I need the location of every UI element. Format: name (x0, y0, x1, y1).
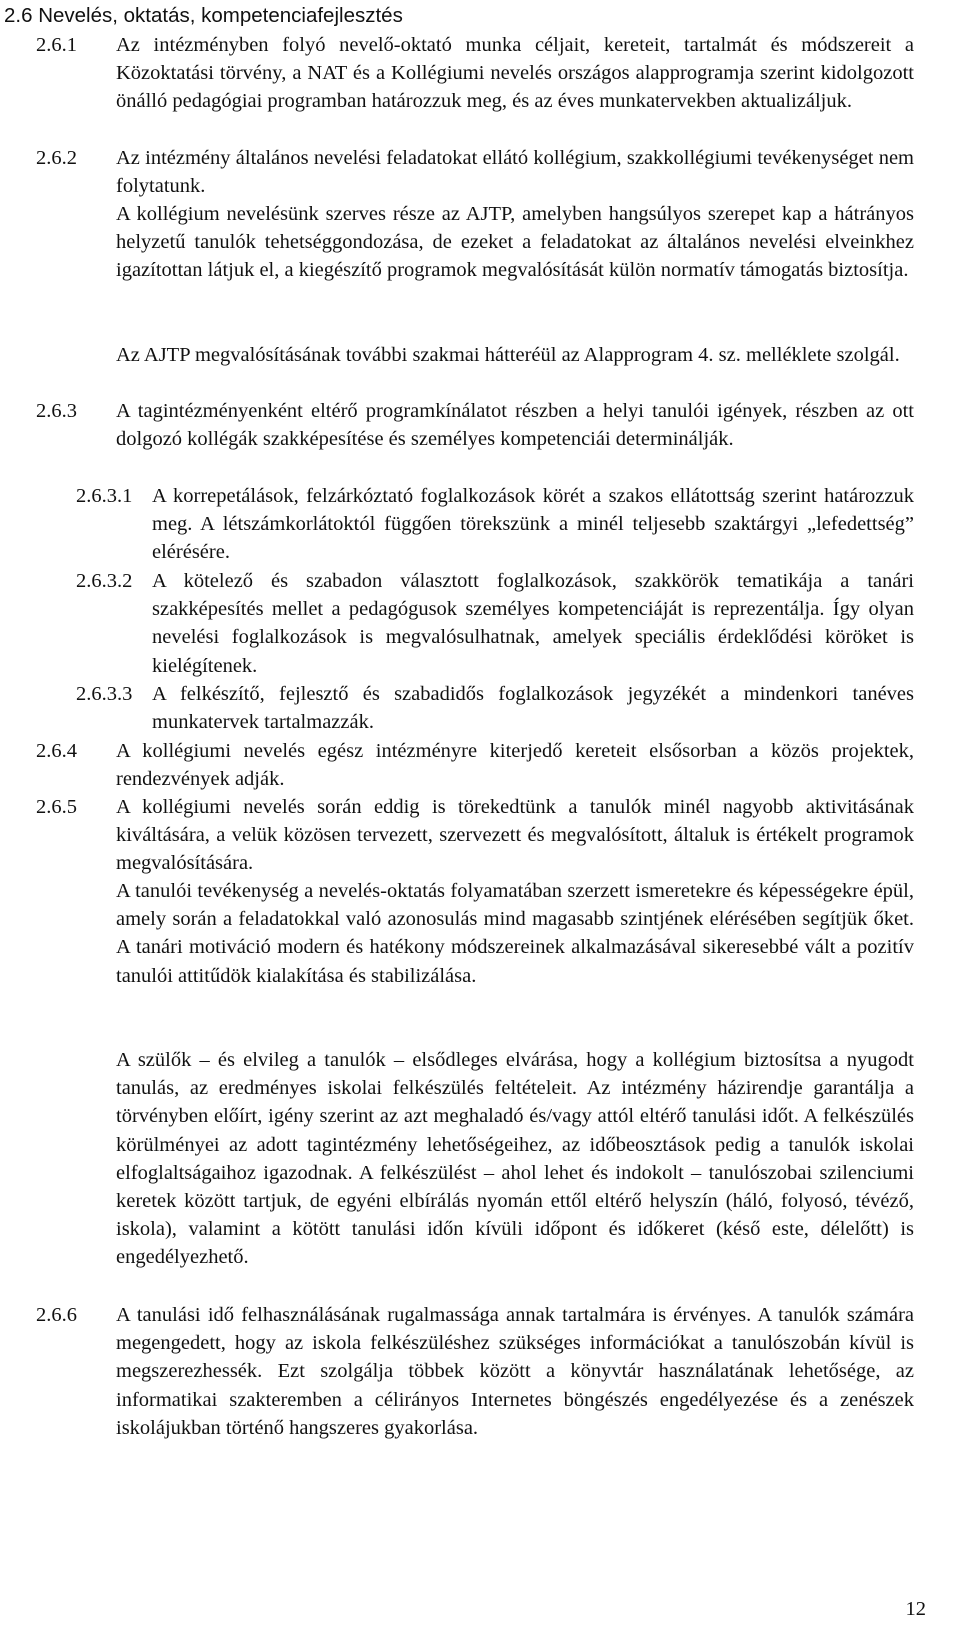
page-number: 12 (905, 1598, 926, 1620)
subitem-text: A kötelező és szabadon választott foglalkozások, szakkörök tematikája a tanári szakképesítés mellet a pedagógusok személyes kompetenciáját is reprezentálja. Így olyan nevelési foglalkozások is megvalósulhatnak, amelyek speciális érdeklődési köröket is kielégítenek. (152, 570, 914, 677)
section-heading: 2.6 Nevelés, oktatás, kompetenciafejlesztés (4, 4, 403, 27)
item-text: Az intézmény általános nevelési feladatokat ellátó kollégium, szakkollégiumi tevékenységet nem folytatunk. (116, 147, 914, 198)
item-number: 2.6.6 (36, 1304, 77, 1326)
paragraph-2-6-5-b: A szülők – és elvileg a tanulók – elsődleges elvárása, hogy a kollégium biztosítsa a nyugodt tanulás, az eredményes iskolai felkészülés feltételeit. Az intézmény házirendje garantálja a törvényben előírt, igény szerint az azt meghaladó és/vagy attól eltérő tanulási időt. A felkészülés körülményei az adott tagintézmény lehetőségeihez, az időbeosztások pedig a tanulók iskolai elfoglaltságaihoz igazodnak. A felkészülést – ahol lehet és indokolt – tanulószobai szilenciumi keretek között tartjuk, de egyéni elbírálás nyomán ettől eltérő helyszín (háló, folyosó, tévéző, iskola), valamint a kötött tanulási időn kívüli időpont és időkeret (késő este, délelőtt) is engedélyezhető. (116, 1049, 914, 1269)
subitem-2-6-3-3 (76, 680, 914, 738)
item-text: A kollégiumi nevelés során eddig is törekedtünk a tanulók minél nagyobb aktivitásának kiváltására, a velük közösen tervezett, szervezett és megvalósított, általuk is értékelt programok megvalósítására. (116, 796, 914, 875)
item-text: A kollégiumi nevelés egész intézményre kiterjedő kereteit elsősorban a közös projektek, rendezvények adják. (116, 740, 914, 791)
item-number: 2.6.1 (36, 34, 77, 56)
item-2-6-3 (36, 397, 914, 485)
item-2-6-4 (36, 737, 914, 795)
paragraph-ajtp-1: A kollégium nevelésünk szerves része az AJTP, amelyben hangsúlyos szerepet kap a hátrányos helyzetű tanulók tehetséggondozása, de ezeket a feladatokat az általános nevelési elveinkhez igazítottan látjuk el, a kiegészítő programok megvalósítását külön normatív támogatás biztosítja. (116, 203, 914, 282)
subitem-number: 2.6.3.2 (76, 570, 133, 592)
subitem-2-6-3-1 (76, 482, 914, 570)
item-number: 2.6.2 (36, 147, 77, 169)
paragraph-2-6-5-a: A tanulói tevékenység a nevelés-oktatás folyamatában szerzett ismeretekre és képességekre épül, amely során a feladatokkal való azonosulás mind magasabb szintjének elérésében segítjük őket. A tanári motiváció modern és hatékony módszereinek alkalmazásával sikeresebbé vált a pozitív tanulói attitűdök kialakítása és stabilizálása. (116, 880, 914, 987)
item-2-6-5 (36, 793, 914, 881)
subitem-2-6-3-2 (76, 567, 914, 683)
item-number: 2.6.3 (36, 400, 77, 422)
item-2-6-2 (36, 144, 914, 202)
subitem-text: A korrepetálások, felzárkóztató foglalkozások körét a szakos ellátottság szerint határozzuk meg. A létszámkorlátoktól függően törekszünk a minél teljesebb szaktárgyi „lefedettség” elérésére. (152, 485, 914, 564)
item-text: A tagintézményenként eltérő programkínálatot részben a helyi tanulói igények, részben az ott dolgozó kollégák szakképesítése és személyes kompetenciái determinálják. (116, 400, 914, 451)
item-number: 2.6.5 (36, 796, 77, 818)
subitem-text: A felkészítő, fejlesztő és szabadidős foglalkozások jegyzékét a mindenkori tanéves munkatervek tartalmazzák. (152, 683, 914, 734)
paragraph-ajtp-2: Az AJTP megvalósításának további szakmai hátteréül az Alapprogram 4. sz. melléklete szolgál. (116, 344, 900, 366)
item-number: 2.6.4 (36, 740, 77, 762)
subitem-number: 2.6.3.3 (76, 683, 133, 705)
item-2-6-6 (36, 1301, 914, 1475)
subitem-number: 2.6.3.1 (76, 485, 133, 507)
item-text: A tanulási idő felhasználásának rugalmassága annak tartalmára is érvényes. A tanulók számára megengedett, hogy az iskola felkészüléshez szükséges információkat a tanulószobán kívül is megszerezhessék. Ezt szolgálja többek között a könyvtár használatának lehetősége, az informatikai szakteremben a célirányos Internetes böngészés engedélyezése és a zenészek iskolájukban történő hangszeres gyakorlása. (116, 1304, 914, 1439)
item-2-6-1 (36, 31, 914, 147)
item-text: Az intézményben folyó nevelő-oktató munka céljait, kereteit, tartalmát és módszereit a Közoktatási törvény, a NAT és a Kollégiumi nevelés országos alapprogramja szerint kidolgozott önálló pedagógiai programban határozzuk meg, és az éves munkatervekben aktualizáljuk. (116, 34, 914, 113)
